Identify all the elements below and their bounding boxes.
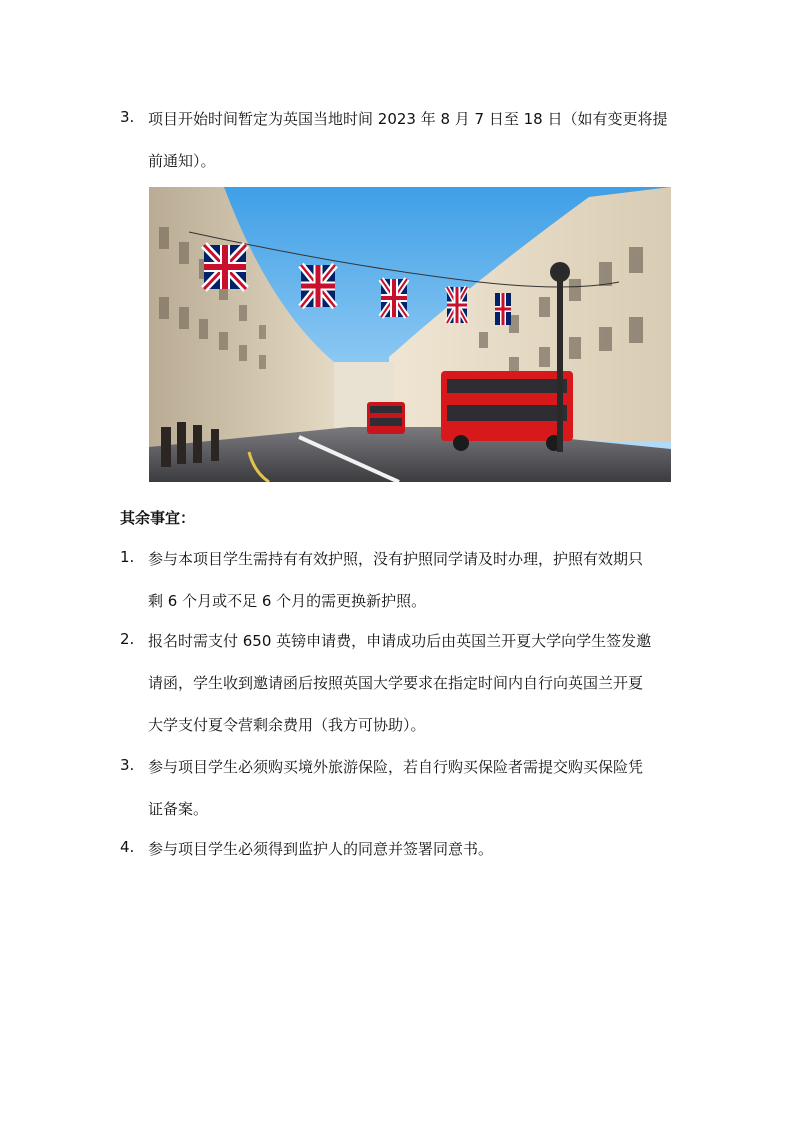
item-number: 2. (120, 630, 135, 648)
section-heading: 其余事宜： (120, 509, 196, 527)
item-line: 报名时需支付 650 英镑申请费，申请成功后由英国兰开夏大学向学生签发邀 (148, 632, 652, 650)
item-line: 请函，学生收到邀请函后按照英国大学要求在指定时间内自行向英国兰开夏 (148, 674, 644, 692)
item-line: 参与本项目学生需持有有效护照，没有护照同学请及时办理，护照有效期只 (148, 550, 644, 568)
item-line: 参与项目学生必须购买境外旅游保险，若自行购买保险者需提交购买保险凭 (148, 758, 644, 776)
item-line: 前通知）。 (148, 152, 216, 170)
item-number: 4. (120, 838, 135, 856)
item-line: 证备案。 (148, 800, 209, 818)
item-number: 3. (120, 108, 135, 126)
item-line: 剩 6 个月或不足 6 个月的需更换新护照。 (148, 592, 427, 610)
regent-street-london-photo (149, 187, 671, 482)
item-line: 项目开始时间暂定为英国当地时间 2023 年 8 月 7 日至 18 日（如有变更将提 (148, 110, 668, 128)
item-number: 3. (120, 756, 135, 774)
item-line: 大学支付夏令营剩余费用（我方可协助）。 (148, 716, 426, 734)
item-line: 参与项目学生必须得到监护人的同意并签署同意书。 (148, 840, 494, 858)
item-number: 1. (120, 548, 135, 566)
